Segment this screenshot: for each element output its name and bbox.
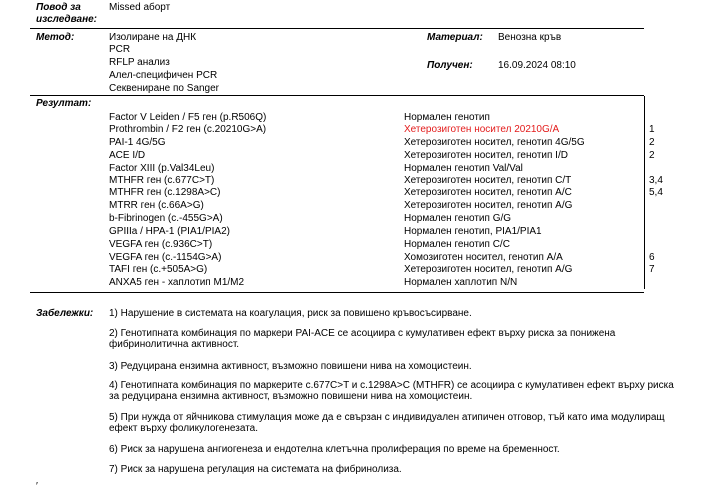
note-item: 3) Редуцирана ензимна активност, възможно повишени нива на хомоцистеин. xyxy=(109,361,472,372)
results-note-column-divider xyxy=(644,96,645,289)
result-note-ref: 7 xyxy=(649,264,655,275)
note-item: 2) Генотипната комбинация по маркери PAI-ACE се асоциира с кумулативен ефект върху риска за понижена фибринолитична активност. xyxy=(109,328,616,350)
result-test-name: ACE I/D xyxy=(109,150,146,161)
method-item: RFLP анализ xyxy=(109,57,170,68)
note-item: 4) Генотипната комбинация по маркерите c.677C>T и c.1298A>C (MTHFR) се асоциира с кумулативен ефект върху риска за редуцирана ензимна активност, възможно повишени нива на хомоцистеин. xyxy=(109,380,674,402)
result-note-ref: 2 xyxy=(649,137,655,148)
received-value: 16.09.2024 08:10 xyxy=(498,60,576,71)
notes-label: Забележки: xyxy=(36,308,94,319)
result-test-name: VEGFA ген (c.936C>T) xyxy=(109,239,213,250)
method-item: Секвениране по Sanger xyxy=(109,83,220,94)
result-value: Хомозиготен носител, генотип A/A xyxy=(404,252,563,263)
method-divider xyxy=(30,95,644,96)
result-value: Нормален генотип Val/Val xyxy=(404,163,523,174)
result-test-name: b-Fibrinogen (c.-455G>A) xyxy=(109,213,223,224)
result-note-ref: 1 xyxy=(649,124,655,135)
result-value: Нормален генотип, PIA1/PIA1 xyxy=(404,226,542,237)
result-test-name: MTRR ген (c.66A>G) xyxy=(109,200,204,211)
note-item: 7) Риск за нарушена регулация на системата на фибринолиза. xyxy=(109,464,402,475)
result-value: Хетерозиготен носител, генотип A/G xyxy=(404,200,573,211)
method-item: PCR xyxy=(109,44,131,55)
note-item: 1) Нарушение в системата на коагулация, риск за повишено кръвосъсирване. xyxy=(109,308,472,319)
reason-label-line2: изследване: xyxy=(36,14,97,25)
result-value: Хетерозиготен носител, генотип I/D xyxy=(404,150,568,161)
result-test-name: VEGFA ген (c.-1154G>A) xyxy=(109,252,222,263)
result-value: Хетерозиготен носител, генотип A/C xyxy=(404,187,572,198)
result-note-ref: 6 xyxy=(649,252,655,263)
result-test-name: Factor V Leiden / F5 ген (p.R506Q) xyxy=(109,112,267,123)
result-value: Нормален генотип xyxy=(404,112,490,123)
result-test-name: ANXA5 ген - хаплотип M1/M2 xyxy=(109,277,245,288)
result-test-name: TAFI ген (c.+505A>G) xyxy=(109,264,208,275)
method-label: Метод: xyxy=(36,32,75,43)
result-value: Хетерозиготен носител, генотип C/T xyxy=(404,175,572,186)
result-test-name: MTHFR ген (c.1298A>C) xyxy=(109,187,221,198)
result-test-name: Factor XIII (p.Val34Leu) xyxy=(109,163,215,174)
result-value: Нормален генотип C/C xyxy=(404,239,510,250)
note-item: 6) Риск за нарушена ангиогенеза и ендотелна клетъчна пролиферация по време на бременност. xyxy=(109,444,560,455)
result-value: Хетерозиготен носител 20210G/A xyxy=(404,124,560,135)
result-test-name: Prothrombin / F2 ген (c.20210G>A) xyxy=(109,124,267,135)
page-continuation-mark: ′ xyxy=(36,481,38,492)
method-item: Изолиране на ДНК xyxy=(109,32,197,43)
reason-label-line1: Повод за xyxy=(36,2,81,13)
result-value: Нормален генотип G/G xyxy=(404,213,512,224)
note-item: 5) При нужда от яйчникова стимулация може да е свързан с индивидуален атипичен отговор, тъй като има модулиращ ефект върху фоликулогенезата. xyxy=(109,412,665,434)
result-test-name: GPIIIa / HPA-1 (PIA1/PIA2) xyxy=(109,226,230,237)
result-test-name: PAI-1 4G/5G xyxy=(109,137,166,148)
header-divider xyxy=(30,28,644,29)
result-value: Хетерозиготен носител, генотип 4G/5G xyxy=(404,137,585,148)
result-test-name: MTHFR ген (c.677C>T) xyxy=(109,175,215,186)
result-note-ref: 5,4 xyxy=(649,187,663,198)
results-label: Резултат: xyxy=(36,98,92,109)
material-value: Венозна кръв xyxy=(498,32,562,43)
result-value: Хетерозиготен носител, генотип A/G xyxy=(404,264,573,275)
material-label: Материал: xyxy=(427,32,483,43)
reason-value: Missed аборт xyxy=(109,2,171,13)
method-item: Алел-специфичен PCR xyxy=(109,70,218,81)
result-note-ref: 2 xyxy=(649,150,655,161)
results-divider xyxy=(30,292,644,293)
result-value: Нормален хаплотип N/N xyxy=(404,277,518,288)
result-note-ref: 3,4 xyxy=(649,175,663,186)
received-label: Получен: xyxy=(427,60,473,71)
